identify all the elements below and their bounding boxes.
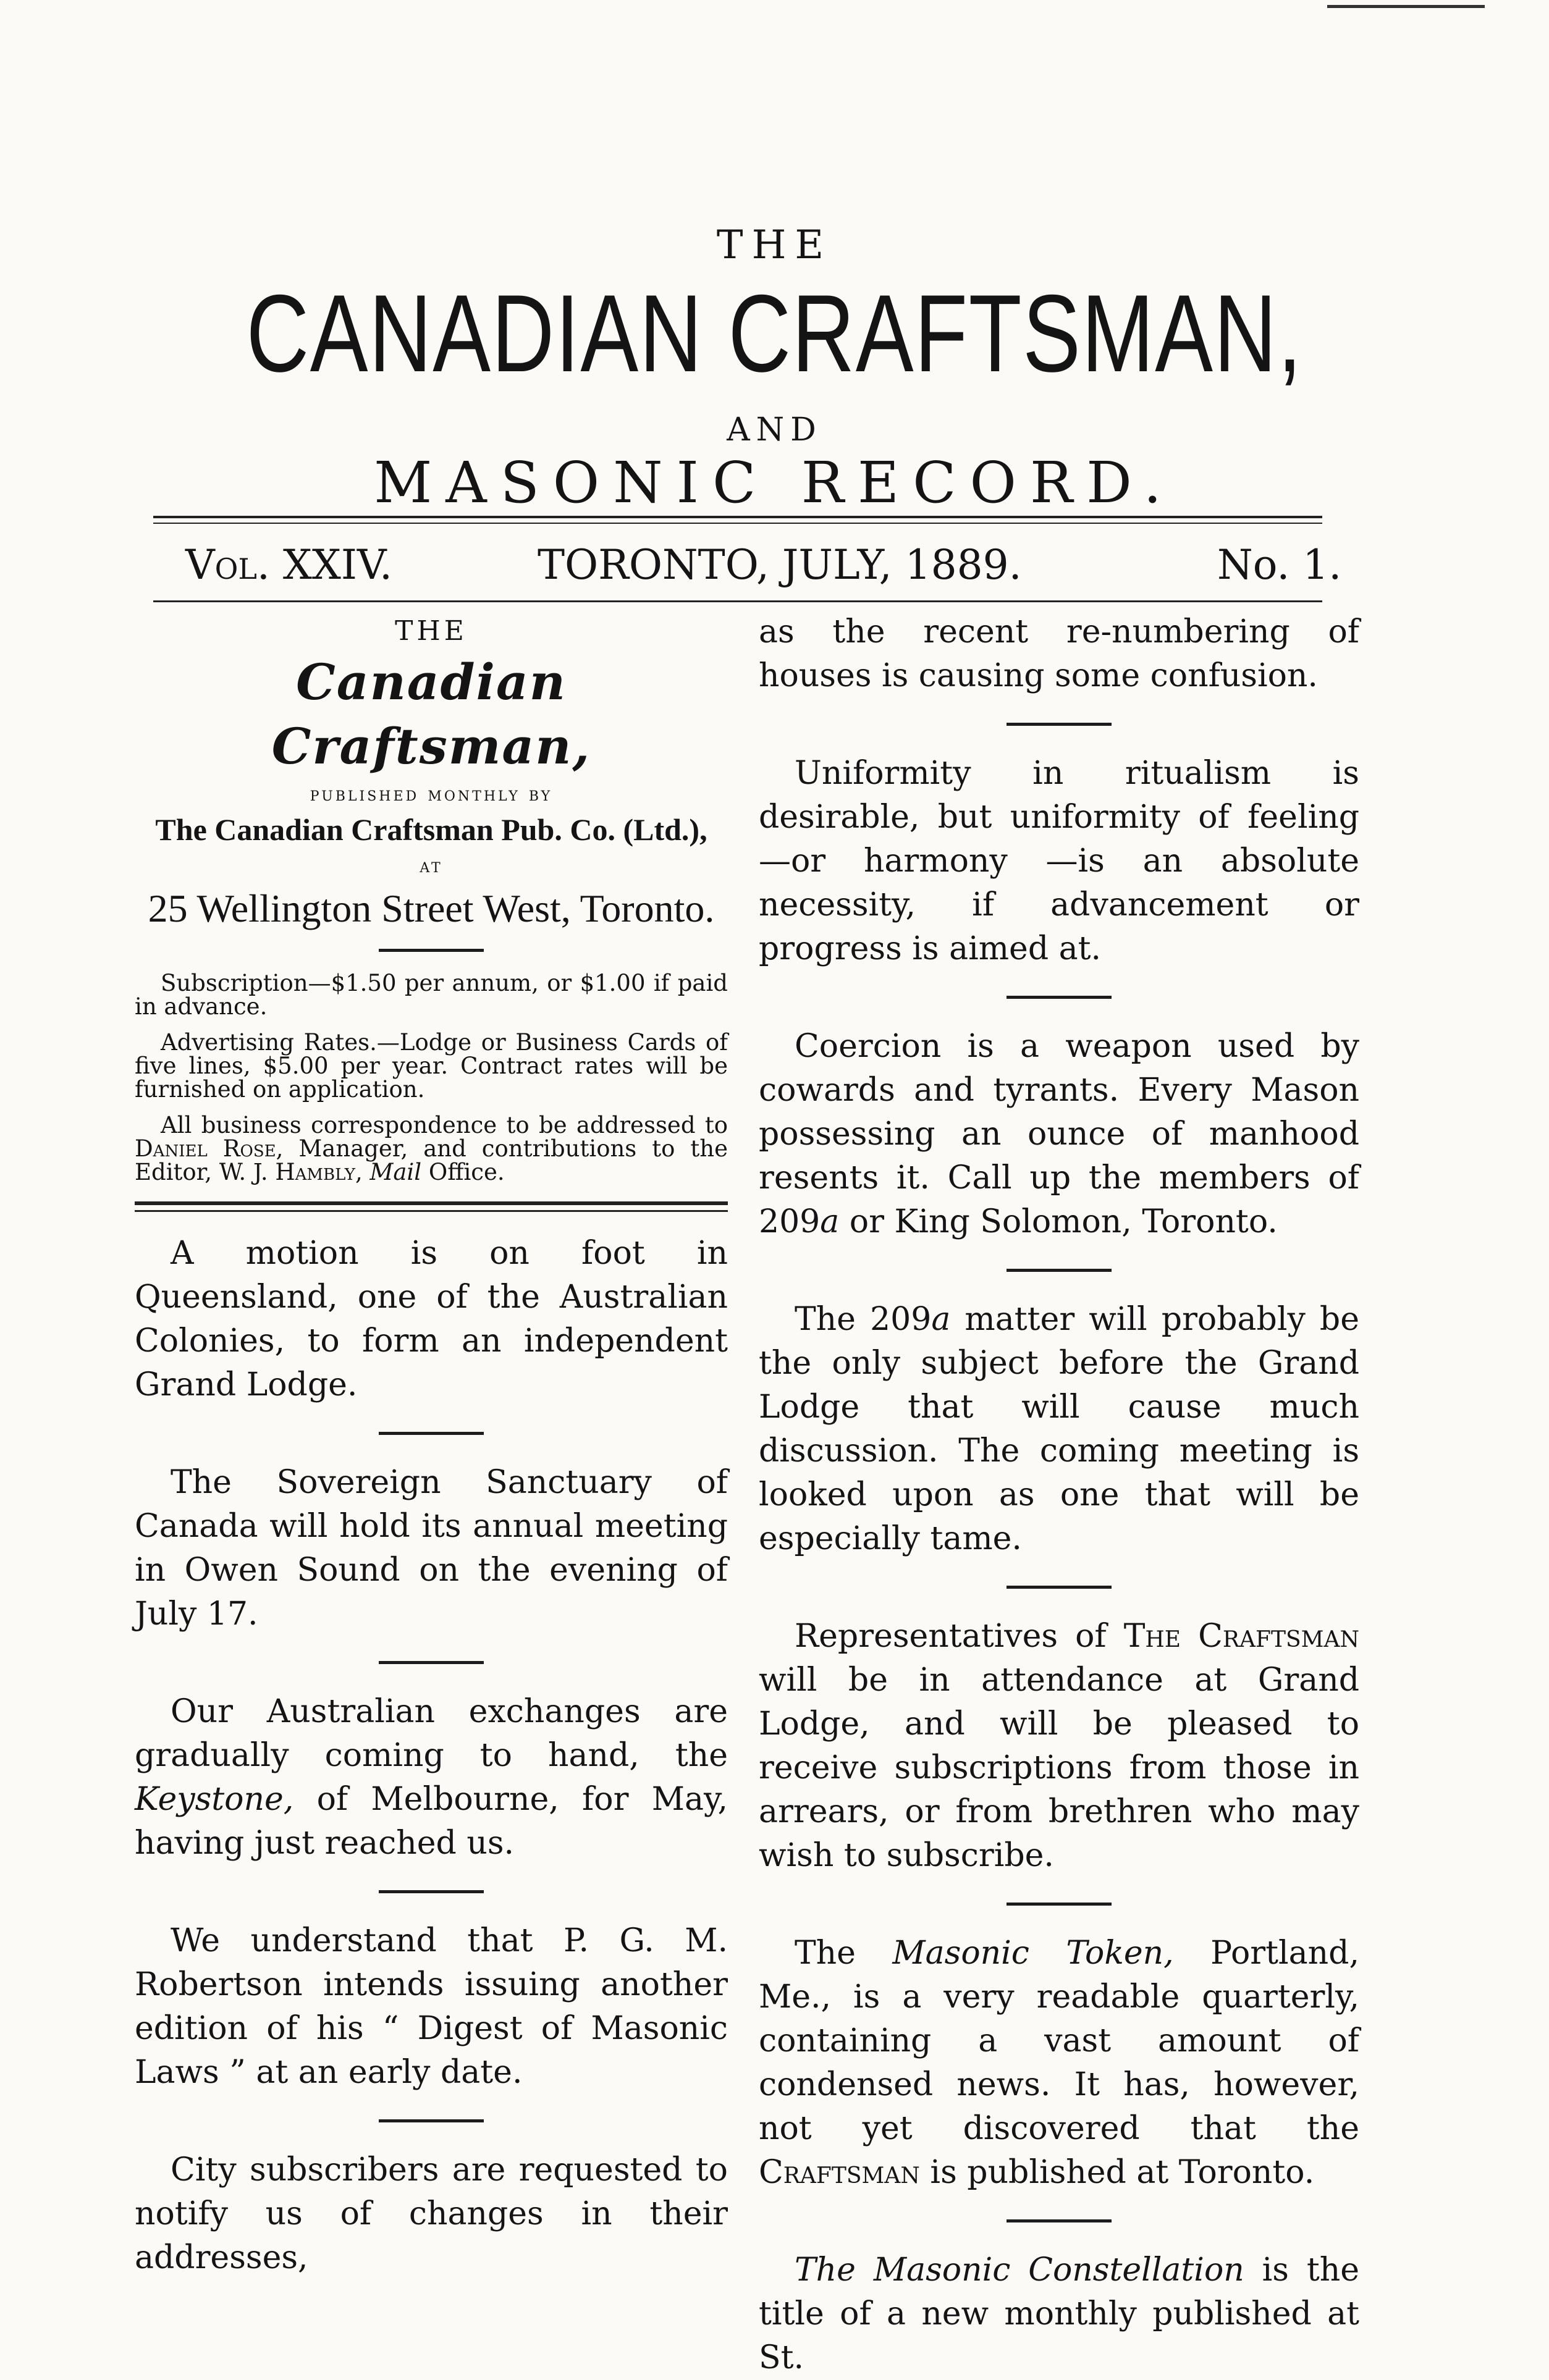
office-name: Mail: [369, 1159, 422, 1185]
masthead-double-rule-thin: [135, 1210, 728, 1212]
separator-rule: [379, 1661, 484, 1664]
title-prefix: THE: [716, 222, 833, 268]
item-australian-exchanges: Our Australian exchanges are gradually coming to hand, the Keystone, of Melbourne, for May, having just reached us.: [135, 1693, 728, 1862]
separator-rule: [1007, 723, 1112, 726]
masthead-publisher: The Canadian Craftsman Pub. Co. (Ltd.),: [155, 812, 707, 847]
separator-rule: [379, 1432, 484, 1435]
left-column: [135, 610, 728, 2280]
correspondence-note: All business correspondence to be addressed to Daniel Rose, Manager, and contributions to the Editor, W. J. Hambly, Mail Office.: [135, 1112, 728, 1185]
item-digest-of-laws: We understand that P. G. M. Robertson intends issuing another edition of his “ Digest of Masonic Laws ” at an early date.: [135, 1922, 728, 2091]
item-masonic-constellation: The Masonic Constellation is the title of a new monthly published at St.: [759, 2252, 1359, 2376]
separator-rule: [1007, 996, 1112, 999]
header-rule-top-thin: [153, 523, 1322, 524]
item-209a-matter: The 209a matter will probably be the only subject before the Grand Lodge that will cause much discussion. The coming meeting is looked upon as one that will be especially tame.: [759, 1301, 1359, 1557]
header-rule-top: [153, 516, 1322, 518]
top-edge-rule: [1327, 5, 1485, 8]
manager-name: Daniel Rose: [135, 1135, 276, 1162]
item-sovereign-sanctuary: The Sovereign Sanctuary of Canada will hold its annual meeting in Owen Sound on the evening of July 17.: [135, 1464, 728, 1633]
newspaper-subtitle: MASONIC RECORD.: [374, 450, 1175, 516]
item-city-subscribers-cont: as the recent re-numbering of houses is causing some confusion.: [759, 613, 1359, 694]
issue-info-row: [185, 537, 1347, 593]
item-coercion: Coercion is a weapon used by cowards and tyrants. Every Mason possessing an ounce of manhood resents it. Call up the members of 209a or King Solomon, Toronto.: [759, 1028, 1359, 1240]
separator-rule: [1007, 1586, 1112, 1589]
separator-rule: [1007, 2219, 1112, 2222]
separator-rule: [379, 949, 484, 952]
right-column: [759, 610, 1359, 2380]
item-masonic-token: The Masonic Token, Portland, Me., is a very readable quarterly, containing a vast amount of condensed news. It has, however, not yet discovered that the Craftsman is published at Toronto.: [759, 1935, 1359, 2191]
separator-rule: [1007, 1903, 1112, 1906]
masthead-the: THE: [395, 615, 468, 647]
newspaper-title: CANADIAN CRAFTSMAN,: [246, 272, 1303, 395]
separator-rule: [1007, 1269, 1112, 1272]
item-queensland: A motion is on foot in Queensland, one of the Australian Colonies, to form an independent Grand Lodge.: [135, 1235, 728, 1403]
header-rule-bottom: [153, 600, 1322, 602]
item-uniformity: Uniformity in ritualism is desirable, but uniformity of feeling—or harmony —is an absolute necessity, if advancement or progress is aimed at.: [759, 755, 1359, 967]
masthead-name: Canadian Craftsman,: [271, 653, 591, 775]
item-city-subscribers: City subscribers are requested to notify us of changes in their addresses,: [135, 2151, 728, 2276]
masthead-at: at: [420, 854, 443, 877]
separator-rule: [379, 2119, 484, 2122]
masthead-address: 25 Wellington Street West, Toronto.: [148, 886, 715, 930]
separator-rule: [379, 1890, 484, 1893]
masthead: [135, 613, 728, 936]
subscription-terms: Subscription—$1.50 per annum, or $1.00 if paid in advance.: [135, 970, 728, 1020]
item-representatives: Representatives of The Craftsman will be in attendance at Grand Lodge, and will be pleased to receive subscriptions from those in arrears, or from brethren who may wish to subscribe.: [759, 1618, 1359, 1874]
title-conjunction: AND: [727, 411, 822, 448]
masthead-double-rule: [135, 1201, 728, 1205]
place-and-date: TORONTO, JULY, 1889.: [538, 541, 1022, 589]
volume-number: Vol. XXIV.: [185, 541, 393, 589]
editor-name: Hambly: [275, 1159, 355, 1185]
issue-number: No. 1.: [1217, 541, 1342, 589]
masthead-published-by: published monthly by: [310, 782, 553, 805]
advertising-rates: Advertising Rates.—Lodge or Business Cards of five lines, $5.00 per year. Contract rates will be furnished on application.: [135, 1029, 728, 1103]
